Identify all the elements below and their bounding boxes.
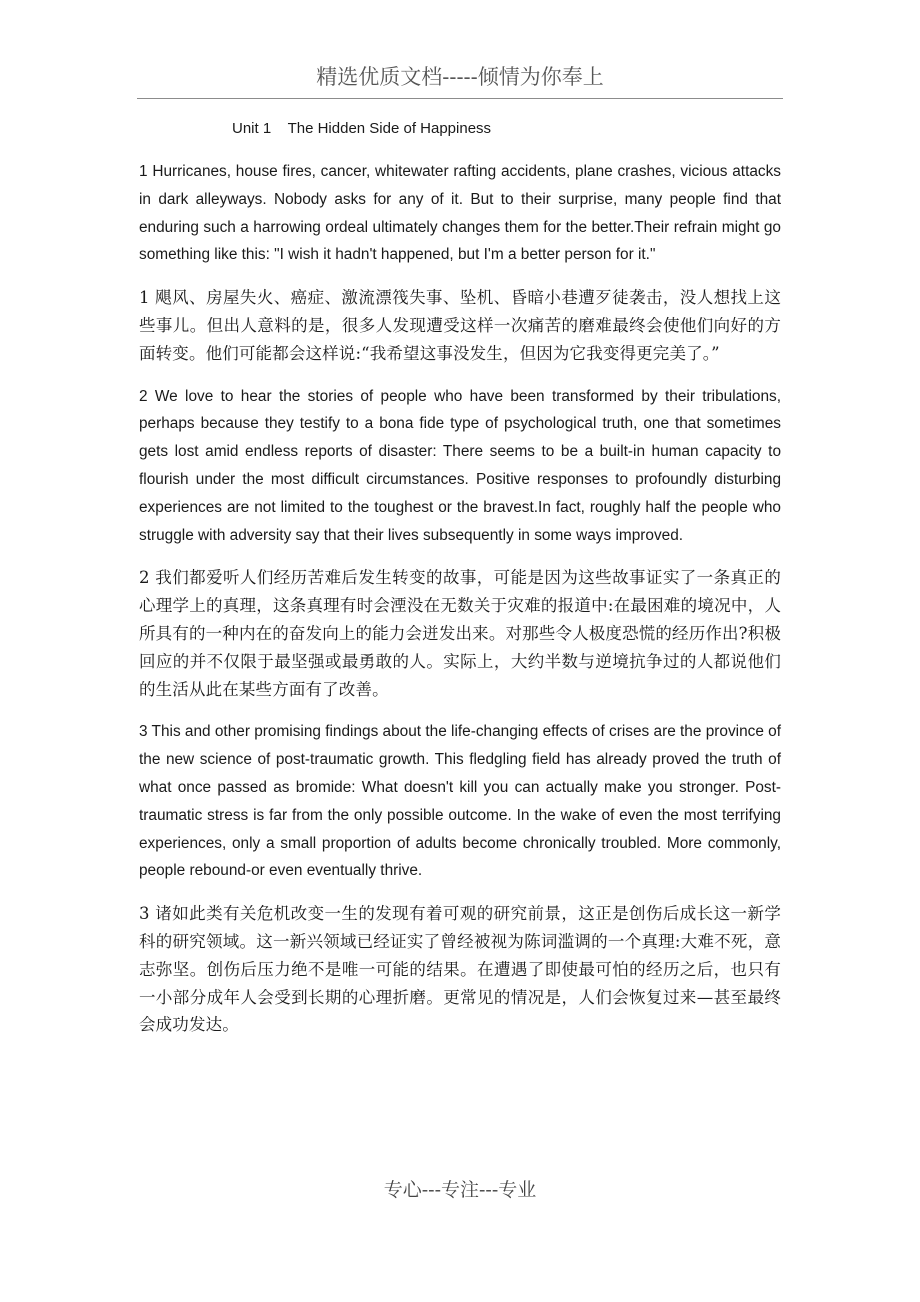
header-divider — [137, 98, 783, 99]
paragraph-2-english: 2 We love to hear the stories of people who have been transformed by their tribulations, perhaps because they testify to a bona fide type of psychological truth, one that sometimes gets lost amid endless reports of disaster: There seems to be a built-in human capacity to flourish under the most difficult circumstances. Positive responses to profoundly disturbing experiences are not limited to the toughest or the bravest.In fact, roughly half the people who struggle with adversity say that their lives subsequently in some ways improved. — [139, 387, 781, 544]
page-header: 精选优质文档-----倾情为你奉上 — [316, 65, 604, 89]
page-footer: 专心---专注---专业 — [383, 1179, 537, 1201]
paragraph-3-chinese: 3 诸如此类有关危机改变一生的发现有着可观的研究前景，这正是创伤后成长这一新学科的研究领域。这一新兴领域已经证实了曾经被视为陈词滥调的一个真理:大难不死，意志弥坚。创伤后压力绝不是唯一可能的结果。在遭遇了即使最可怕的经历之后，也只有一小部分成年人会受到长期的心理折磨。更常见的情况是，人们会恢复过来—甚至最终会成功发达。 — [139, 904, 781, 1035]
paragraph-3-english: 3 This and other promising findings about the life-changing effects of crises are the province of the new science of post-traumatic growth. This fledgling field has already proved the truth of what once passed as bromide: What doesn't kill you can actually make you stronger. Post-traumatic stress is far from the only possible outcome. In the wake of even the most terrifying experiences, only a small proportion of adults become chronically troubled. More commonly, people rebound-or even eventually thrive. — [139, 723, 781, 880]
document-body — [139, 158, 781, 1054]
paragraph-2-chinese: 2 我们都爱听人们经历苦难后发生转变的故事，可能是因为这些故事证实了一条真正的心理学上的真理，这条真理有时会湮没在无数关于灾难的报道中:在最困难的境况中，人所具有的一种内在的奋发向上的能力会迸发出来。对那些令人极度恐慌的经历作出?积极回应的并不仅限于最坚强或最勇敢的人。实际上，大约半数与逆境抗争过的人都说他们的生活从此在某些方面有了改善。 — [139, 568, 781, 699]
paragraph-1-english: 1 Hurricanes, house fires, cancer, whitewater rafting accidents, plane crashes, vicious attacks in dark alleyways. Nobody asks for any of it. But to their surprise, many people find that enduring such a harrowing ordeal ultimately changes them for the better.Their refrain might go something like this: "I wish it hadn't happened, but I'm a better person for it." — [139, 163, 781, 264]
unit-title: Unit 1 The Hidden Side of Happiness — [232, 120, 492, 137]
paragraph-1-chinese: 1 飓风、房屋失火、癌症、激流漂筏失事、坠机、昏暗小巷遭歹徒袭击，没人想找上这些事儿。但出人意料的是，很多人发现遭受这样一次痛苦的磨难最终会使他们向好的方面转变。他们可能都会这样说:“我希望这事没发生，但因为它我变得更完美了。” — [139, 288, 781, 363]
